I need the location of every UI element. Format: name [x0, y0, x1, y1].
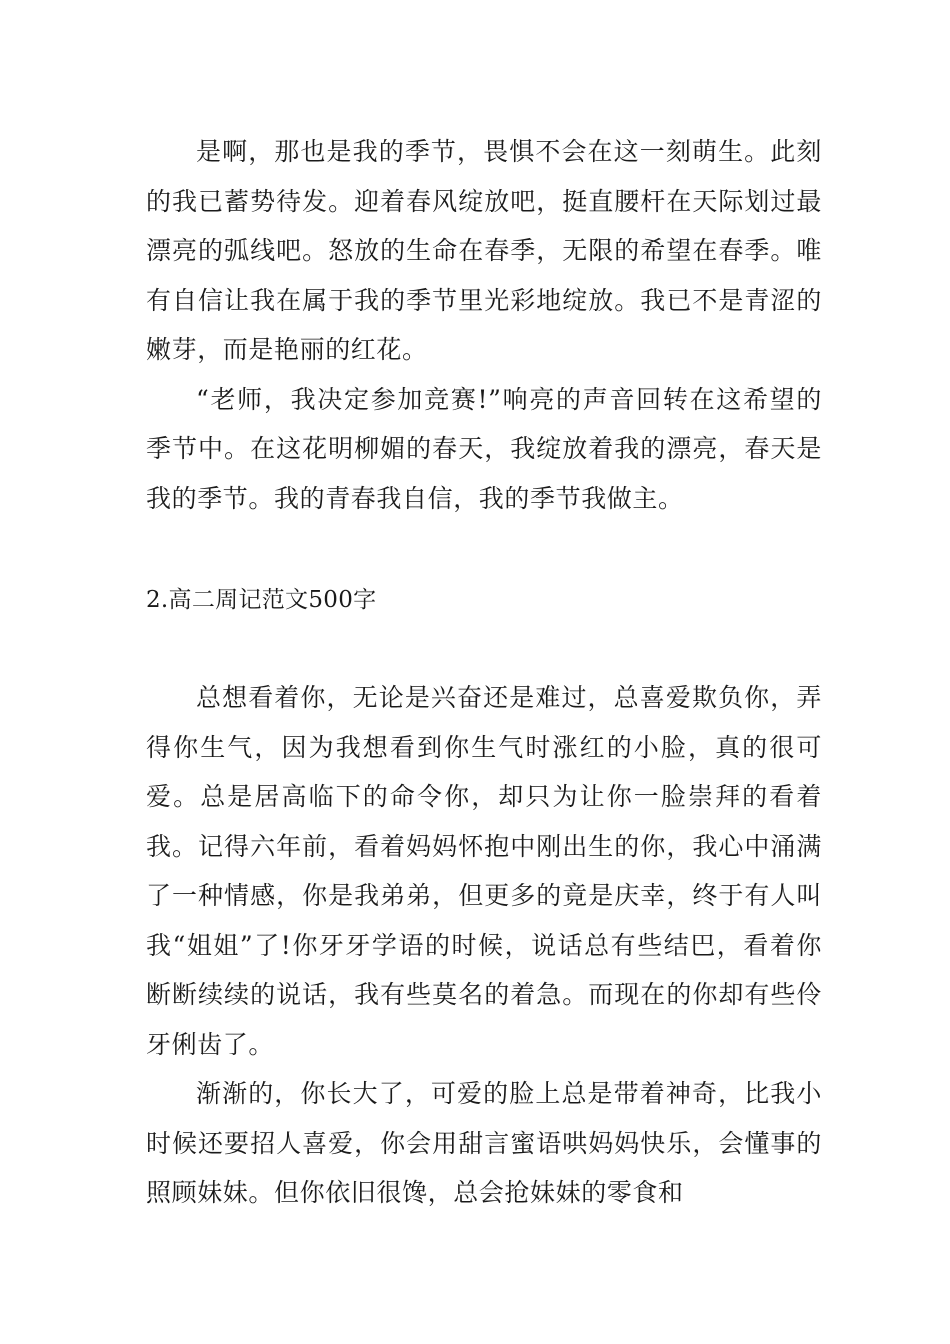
paragraph: 是啊，那也是我的季节，畏惧不会在这一刻萌生。此刻的我已蓄势待发。迎着春风绽放吧，挺直腰杆在天际划过最漂亮的弧线吧。怒放的生命在春季，无限的希望在春季。唯有自信让我在属于我的季节里光彩地绽放。我已不是青涩的嫩芽，而是艳丽的红花。: [146, 137, 822, 364]
paragraph: 渐渐的，你长大了，可爱的脸上总是带着神奇，比我小时候还要招人喜爱，你会用甜言蜜语哄妈妈快乐，会懂事的照顾妹妹。但你依旧很馋，总会抢妹妹的零食和: [146, 1079, 822, 1207]
essay-section-1: [146, 127, 822, 523]
paragraph: “老师，我决定参加竞赛!”响亮的声音回转在这希望的季节中。在这花明柳媚的春天，我绽放着我的漂亮，春天是我的季节。我的青春我自信，我的季节我做主。: [146, 384, 822, 513]
essay-section-2: [146, 673, 822, 1218]
section-heading: 2.高二周记范文500字: [146, 587, 377, 613]
paragraph: 总想看着你，无论是兴奋还是难过，总喜爱欺负你，弄得你生气，因为我想看到你生气时涨红的小脸，真的很可爱。总是居高临下的命令你，却只为让你一脸崇拜的看着我。记得六年前，看着妈妈怀抱中刚出生的你，我心中涌满了一种情感，你是我弟弟，但更多的竟是庆幸，终于有人叫我“姐姐”了!你牙牙学语的时候，说话总有些结巴，看着你断断续续的说话，我有些莫名的着急。而现在的你却有些伶牙俐齿了。: [146, 683, 822, 1059]
